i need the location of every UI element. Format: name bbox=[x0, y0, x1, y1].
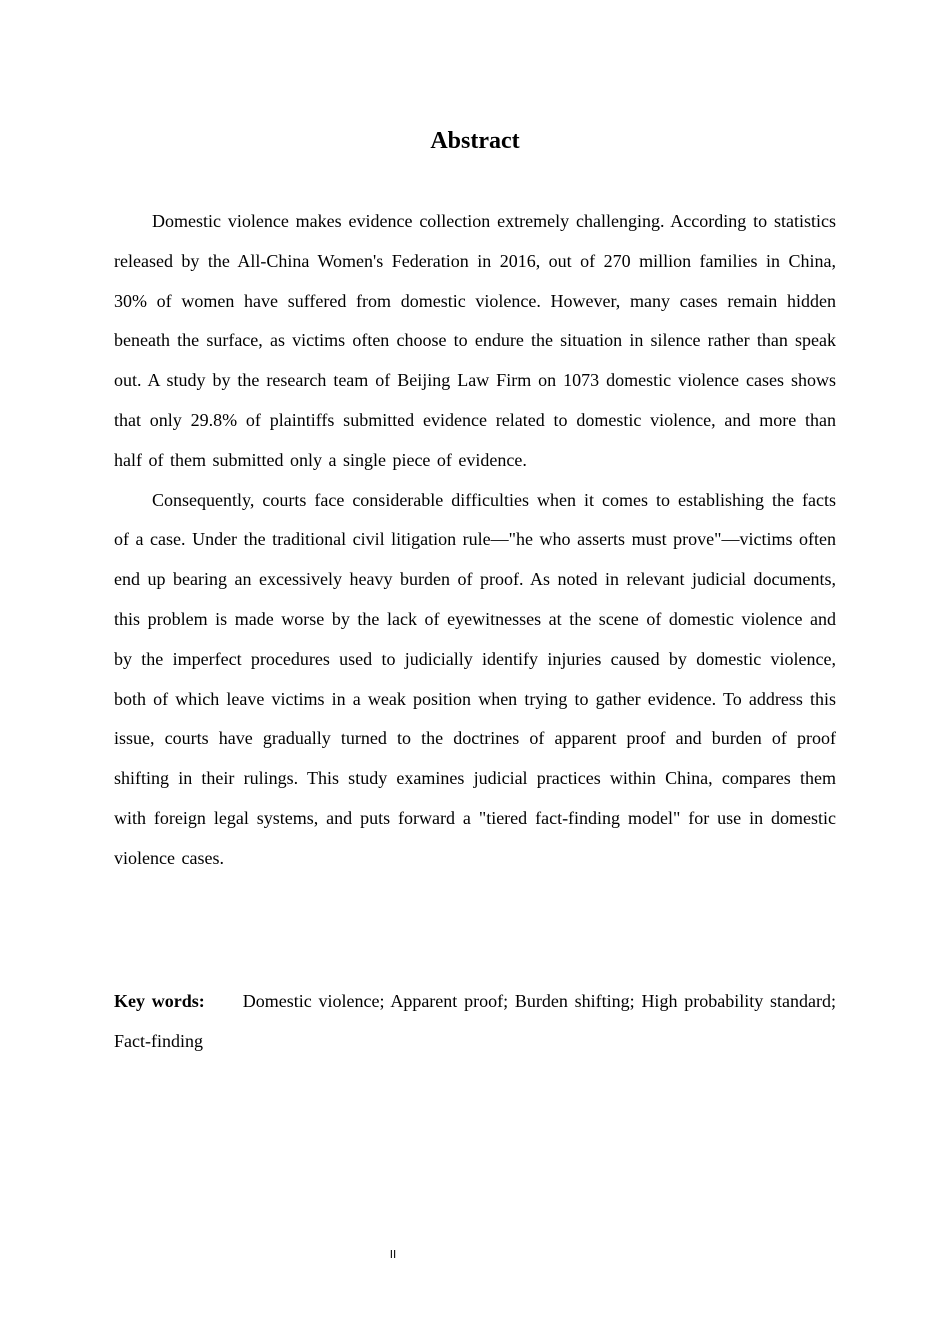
keywords-label: Key words: bbox=[114, 991, 205, 1011]
page-number: II bbox=[389, 1248, 397, 1261]
keywords-line bbox=[114, 982, 836, 1062]
page-title: Abstract bbox=[430, 128, 520, 154]
abstract-body bbox=[114, 202, 836, 879]
abstract-paragraph-1: Domestic violence makes evidence collection extremely challenging. According to statistics released by the All-China Women's Federation in 2016, out of 270 million families in China, 30% of women have suffered from domestic violence. However, many cases remain hidden beneath the surface, as victims often choose to endure the situation in silence rather than speak out. A study by the research team of Beijing Law Firm on 1073 domestic violence cases shows that only 29.8% of plaintiffs submitted evidence related to domestic violence, and more than half of them submitted only a single piece of evidence. bbox=[114, 211, 836, 470]
abstract-paragraph-2: Consequently, courts face considerable difficulties when it comes to establishing the facts of a case. Under the traditional civil litigation rule—"he who asserts must prove"—victims often end up bearing an excessively heavy burden of proof. As noted in relevant judicial documents, this problem is made worse by the lack of eyewitnesses at the scene of domestic violence and by the imperfect procedures used to judicially identify injuries caused by domestic violence, both of which leave victims in a weak position when trying to gather evidence. To address this issue, courts have gradually turned to the doctrines of apparent proof and burden of proof shifting in their rulings. This study examines judicial practices within China, compares them with foreign legal systems, and puts forward a "tiered fact-finding model" for use in domestic violence cases. bbox=[114, 489, 836, 868]
keywords-text: Domestic violence; Apparent proof; Burden shifting; High probability standard; Fact-finding bbox=[114, 991, 836, 1051]
